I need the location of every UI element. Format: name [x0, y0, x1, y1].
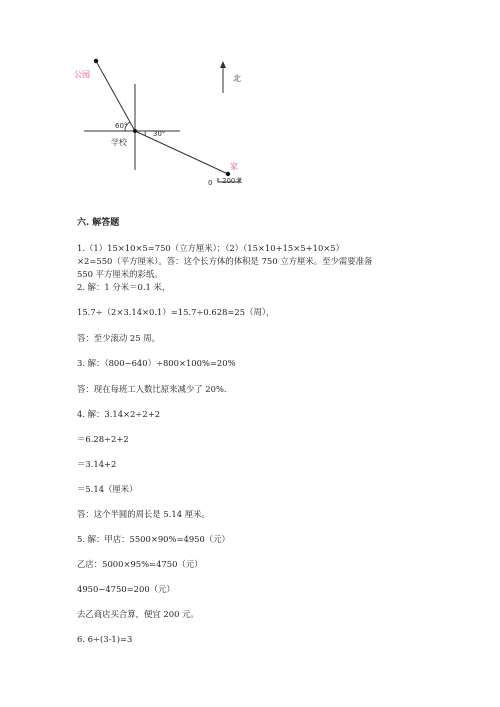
answer-line: 550 平方厘米的彩纸。 [77, 269, 163, 279]
answer-line: ＝3.14+2 [77, 459, 117, 469]
answer-line: 答：这个半圆的周长是 5.14 厘米。 [77, 509, 210, 519]
north-arrow-icon [220, 61, 226, 68]
section-title: 六. 解答题 [77, 218, 120, 228]
park-label: 公园 [74, 70, 90, 79]
path-to-park [96, 61, 135, 131]
angle-60-label: 60° [115, 122, 128, 130]
home-label: 家 [230, 162, 238, 171]
answer-line: 6. 6÷(3-1)=3 [77, 634, 133, 644]
answer-line: 5. 解：甲店：5500×90%=4950（元） [77, 534, 230, 544]
answer-line: 答：现在每班工人数比原来减少了 20%. [77, 384, 227, 394]
school-dot [133, 129, 137, 133]
answer-line: ＝6.28÷2+2 [77, 434, 129, 444]
answer-line: 乙店：5000×95%=4750（元） [77, 559, 203, 569]
scale-value-label: 200米 [222, 177, 243, 185]
answer-line: 2. 解：1 分米＝0.1 米， [77, 282, 171, 292]
answer-line: ＝5.14（厘米） [77, 484, 138, 494]
answer-line: 4950−4750=200（元） [77, 584, 175, 594]
answer-line: ×2=550（平方厘米）。答：这个长方体的体积是 750 立方厘米。至少需要准备 [77, 256, 373, 266]
answer-line: 答：至少滚动 25 周。 [77, 333, 160, 343]
direction-diagram [0, 0, 500, 200]
park-dot [94, 59, 98, 63]
scale-zero-label: 0 [208, 179, 213, 187]
answer-line: 1.（1）15×10×5=750（立方厘米）；（2）（15×10+15×5+10×5） [77, 243, 344, 253]
answer-line: 3. 解：（800−640）÷800×100%=20% [77, 358, 236, 368]
school-label: 学校 [111, 138, 127, 147]
home-dot [226, 172, 230, 176]
answer-line: 4. 解：3.14×2÷2+2 [77, 409, 161, 419]
north-label: 北 [233, 74, 241, 83]
path-to-home [135, 131, 228, 174]
angle-30-label: 30° [153, 130, 166, 138]
answer-line: 去乙商店买合算，便宜 200 元。 [77, 609, 199, 619]
answer-line: 15.7÷（2×3.14×0.1）=15.7÷0.628=25（周）， [77, 307, 275, 317]
